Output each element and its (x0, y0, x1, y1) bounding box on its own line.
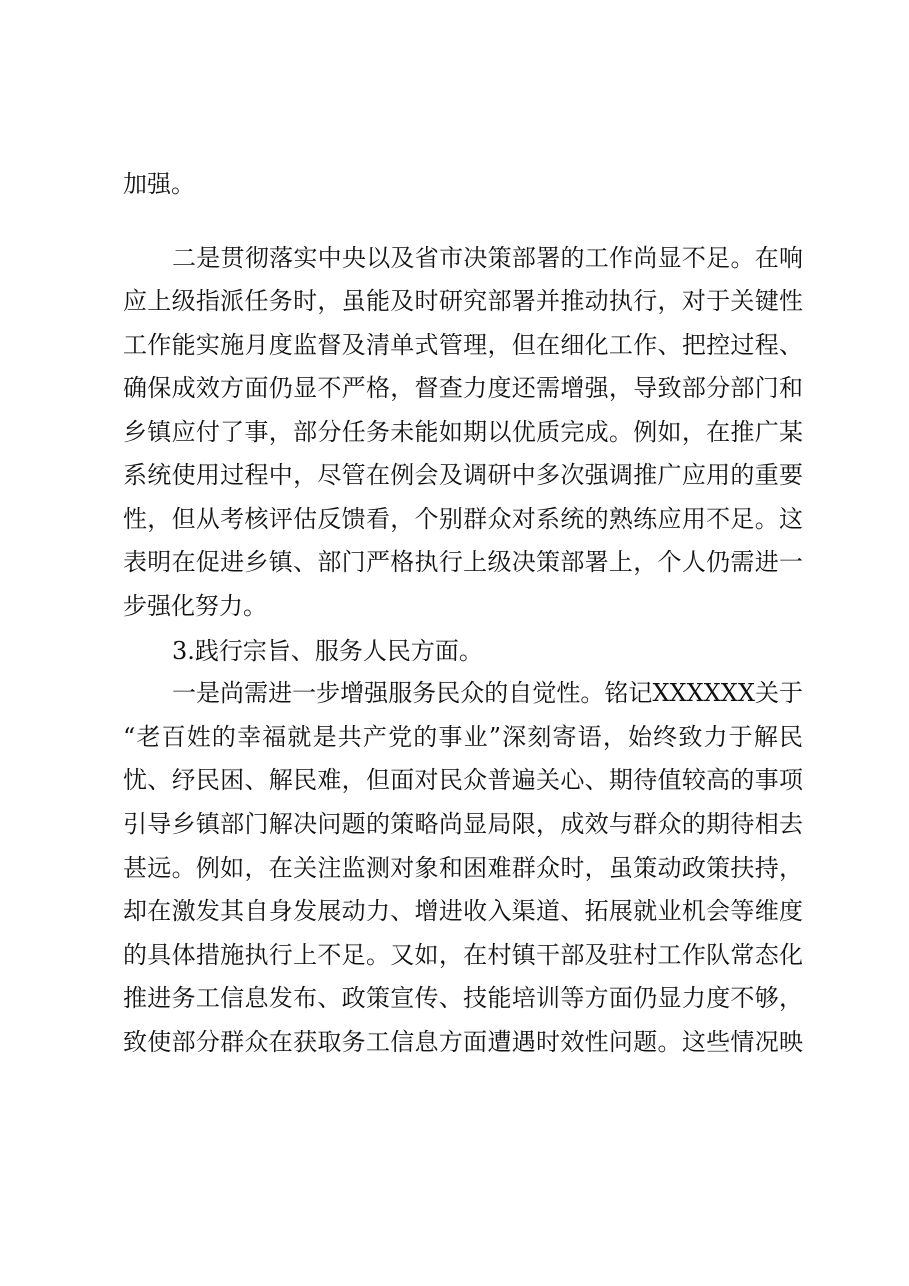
paragraph-line-20: 致使部分群众在获取务工信息方面遭遇时效性问题。这些情况映 (123, 1028, 803, 1056)
paragraph-line-9: 表明在促进乡镇、部门严格执行上级决策部署上，个人仍需进一 (123, 548, 803, 576)
paragraph-line-3: 应上级指派任务时，虽能及时研究部署并推动执行，对于关键性 (123, 287, 803, 315)
paragraph-line-13: “老百姓的幸福就是共产党的事业”深刻寄语，始终致力于解民 (123, 723, 803, 751)
paragraph-line-14: 忧、纾民困、解民难，但面对民众普遍关心、期待值较高的事项 (123, 766, 803, 794)
paragraph-line-8: 性，但从考核评估反馈看，个别群众对系统的熟练应用不足。这 (123, 505, 803, 533)
paragraph-line-4: 工作能实施月度监督及清单式管理，但在细化工作、把控过程、 (123, 331, 803, 359)
paragraph-line-6: 乡镇应付了事，部分任务未能如期以优质完成。例如，在推广某 (123, 418, 803, 446)
paragraph-line-10: 步强化努力。 (123, 592, 267, 620)
section-heading: 3.践行宗旨、服务人民方面。 (172, 637, 483, 665)
paragraph-line-5: 确保成效方面仍显不严格，督查力度还需增强，导致部分部门和 (123, 374, 803, 402)
paragraph-line-12: 一是尚需进一步增强服务民众的自觉性。铭记XXXXXX关于 (172, 679, 803, 707)
paragraph-line-18: 的具体措施执行上不足。又如，在村镇干部及驻村工作队常态化 (123, 941, 803, 969)
paragraph-line-17: 却在激发其自身发展动力、增进收入渠道、拓展就业机会等维度 (123, 897, 803, 925)
paragraph-line-2: 二是贯彻落实中央以及省市决策部署的工作尚显不足。在响 (172, 244, 803, 272)
paragraph-line-16: 甚远。例如，在关注监测对象和困难群众时，虽策动政策扶持， (123, 854, 803, 882)
paragraph-line-7: 系统使用过程中，尽管在例会及调研中多次强调推广应用的重要 (123, 461, 803, 489)
paragraph-line-1: 加强。 (123, 170, 195, 198)
paragraph-line-15: 引导乡镇部门解决问题的策略尚显局限，成效与群众的期待相去 (123, 810, 803, 838)
paragraph-line-19: 推进务工信息发布、政策宣传、技能培训等方面仍显力度不够， (123, 984, 803, 1012)
